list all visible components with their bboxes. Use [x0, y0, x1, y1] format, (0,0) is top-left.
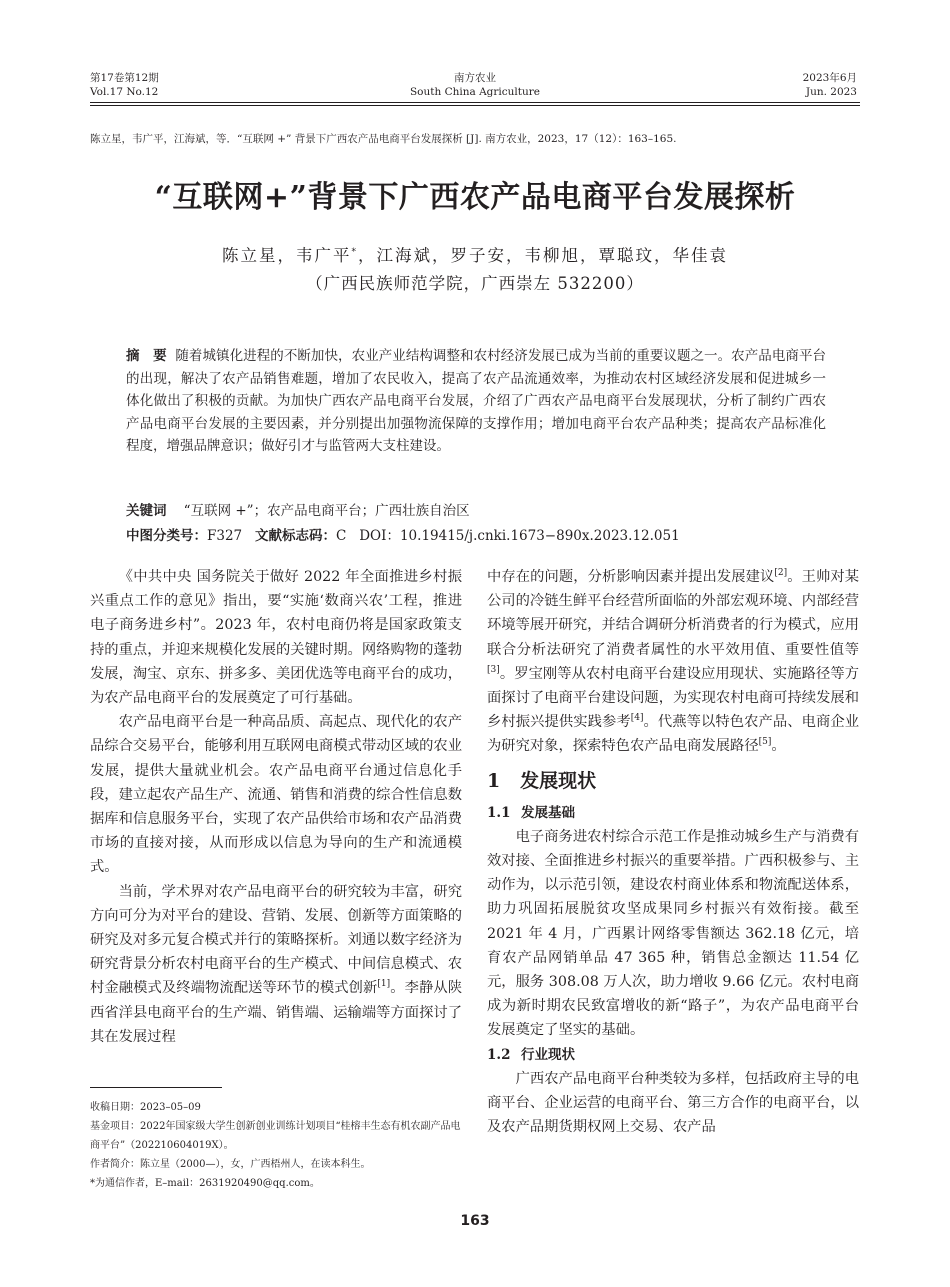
- clc-label: 中图分类号：: [126, 528, 207, 544]
- issue-date-cn: 2023年6月: [802, 72, 857, 84]
- body-column-right: [487, 565, 859, 1139]
- author-names-a: 陈立星，韦广平: [222, 246, 352, 265]
- subsection-title: 发展基础: [521, 804, 575, 821]
- author-bio: 作者简介：陈立星（2000—），女，广西梧州人，在读本科生。: [90, 1159, 371, 1170]
- keywords: [126, 499, 826, 519]
- reference-mark[interactable]: [2]: [774, 568, 788, 579]
- paragraph: 农产品电商平台是一种高品质、高起点、现代化的农产品综合交易平台，能够利用互联网电商模式带动区域的农业发展，提供大量就业机会。农产品电商平台通过信息化手段，建立起农产品生产、流通、销售和消费的综合性信息数据库和信息服务平台，实现了农产品供给市场和农产品消费市场的直接对接，从而形成以信息为导向的生产和流通模式。: [90, 714, 462, 876]
- reference-mark[interactable]: [4]: [630, 713, 644, 724]
- doi-label: DOI：: [359, 528, 400, 544]
- running-header-right: [803, 71, 857, 99]
- subsection-heading: [487, 1043, 859, 1067]
- clc-value: F327: [207, 528, 243, 544]
- received-date: 收稿日期：2023–05–09: [90, 1102, 201, 1113]
- subsection-title: 行业现状: [521, 1046, 575, 1063]
- classification-row: [126, 524, 826, 544]
- paragraph: [487, 565, 859, 759]
- abstract: [126, 345, 826, 458]
- page-number: 163: [460, 1213, 490, 1229]
- doc-code-label: 文献标志码：: [255, 528, 337, 544]
- paragraph: 《中共中央 国务院关于做好 2022 年全面推进乡村振兴重点工作的意见》指出，要“实施‘数商兴农’工程，推进电子商务进乡村”。2023 年，农村电商仍将是国家政策支持的重点，并迎来规模化发展的关键时期。网络购物的蓬勃发展，淘宝、京东、拼多多、美团优选等电商平台的成功，为农产品电商平台的发展奠定了可行基础。: [90, 569, 462, 707]
- paragraph-text: 当前，学术界对农产品电商平台的研究较为丰富，研究方向可分为对平台的建设、营销、发展、创新等方面策略的研究及对多元复合模式并行的策略探析。刘通以数字经济为研究背景分析农村电商平台的生产模式、中间信息模式、农村金融模式及终端物流配送等环节的模式创新: [90, 883, 462, 997]
- header-rule-thin: [90, 105, 860, 106]
- paragraph-text: 。: [771, 738, 786, 755]
- journal-volume-cn: 第17卷第12期: [90, 72, 159, 84]
- fund-project: 基金项目：2022年国家级大学生创新创业训练计划项目“桂榕丰生态有机农副产品电商平台”（202210604019X）。: [90, 1121, 461, 1151]
- paragraph-text: 。代燕等以特色农产品、电商企业为研究对象，探索特色农产品电商发展路径: [487, 714, 860, 755]
- keywords-label: 关键词: [126, 503, 167, 519]
- journal-name-en: South China Agriculture: [409, 86, 540, 98]
- journal-volume-en: Vol.17 No.12: [90, 86, 159, 98]
- section-title: 发展现状: [520, 769, 597, 792]
- paragraph: 广西农产品电商平台种类较为多样，包括政府主导的电商平台、企业运营的电商平台、第三方合作的电商平台，以及农产品期货期权网上交易、农产品: [487, 1070, 859, 1136]
- reference-mark[interactable]: [3]: [487, 665, 500, 676]
- author-names-b: ，江海斌，罗子安，韦柳旭，覃聪玟，华佳袁: [358, 246, 728, 265]
- reference-mark[interactable]: [5]: [758, 737, 772, 748]
- footnotes: [90, 1098, 470, 1193]
- subsection-number: 1.2: [487, 1046, 511, 1063]
- paragraph-text: 。王帅对某公司的冷链生鲜平台经营所面临的外部宏观环境、内部经营环境等展开研究，并结合调研分析消费者的行为模式，应用联合分析法研究了消费者属性的水平效用值、重要性值等: [487, 569, 860, 658]
- paragraph-text: 。李静从陕西省洋县电商平台的生产端、销售端、运输端等方面探讨了其在发展过程: [90, 980, 463, 1045]
- paragraph: [90, 880, 462, 1049]
- reference-mark[interactable]: [1]: [377, 979, 391, 990]
- footnote-rule: [90, 1087, 222, 1088]
- author-list: [0, 242, 950, 266]
- paragraph-text: 中存在的问题，分析影响因素并提出发展建议: [487, 569, 775, 585]
- header-rule-thick: [90, 102, 860, 103]
- paragraph-text: 。罗宝刚等从农村电商平台建设应用现状、实施路径等方面探讨了电商平台建设问题，为实现农村电商可持续发展和乡村振兴提供实践参考: [487, 665, 859, 731]
- section-number: 1: [487, 769, 501, 792]
- journal-name-cn: 南方农业: [454, 72, 496, 84]
- paragraph: 电子商务进农村综合示范工作是推动城乡生产与消费有效对接、全面推进乡村振兴的重要举措。广西积极参与、主动作为，以示范引领，建设农村商业体系和物流配送体系，助力巩固拓展脱贫攻坚成果同乡村振兴有效衔接。截至 2021 年 4 月，广西累计网络零售额达 362.18 亿元，培育农产品网销单品 47 365 种，销售总金额达 11.54 亿元，服务 308.08 万人次，助力增收 9.66 亿元。农村电商成为新时期农民致富增收的新“路子”，为农产品电商平台发展奠定了坚实的基础。: [487, 828, 859, 1039]
- section-heading: [487, 765, 859, 797]
- doc-code-value: C: [336, 528, 347, 544]
- doi-value: 10.19415/j.cnki.1673−890x.2023.12.051: [399, 528, 680, 544]
- keywords-text: “互联网 +”；农产品电商平台；广西壮族自治区: [183, 503, 470, 519]
- citation-line: 陈立星，韦广平，江海斌，等．“互联网 +” 背景下广西农产品电商平台发展探析 [J]. 南方农业，2023，17（12）：163–165.: [90, 133, 677, 145]
- abstract-label: 摘 要: [126, 348, 167, 364]
- corresponding-mark: *: [351, 247, 358, 258]
- abstract-text: 随着城镇化进程的不断加快，农业产业结构调整和农村经济发展已成为当前的重要议题之一。农产品电商平台的出现，解决了农产品销售难题，增加了农民收入，提高了农产品流通效率，为推动农村区域经济发展和促进城乡一体化做出了积极的贡献。为加快广西农产品电商平台发展，介绍了广西农产品电商平台发展现状，分析了制约广西农产品电商平台发展的主要因素，并分别提出加强物流保障的支撑作用；增加电商平台农产品种类；提高农产品标准化程度，增强品牌意识；做好引才与监管两大支柱建设。: [126, 348, 827, 454]
- paper-title: “互联网+”背景下广西农产品电商平台发展探析: [154, 180, 796, 215]
- issue-date-en: Jun. 2023: [805, 86, 857, 98]
- affiliation: （广西民族师范学院，广西崇左 532200）: [306, 274, 644, 293]
- corresponding-author: *为通信作者，E–mail：2631920490@qq.com。: [90, 1178, 320, 1189]
- body-column-left: [90, 565, 462, 1049]
- subsection-number: 1.1: [487, 804, 511, 821]
- subsection-heading: [487, 801, 859, 825]
